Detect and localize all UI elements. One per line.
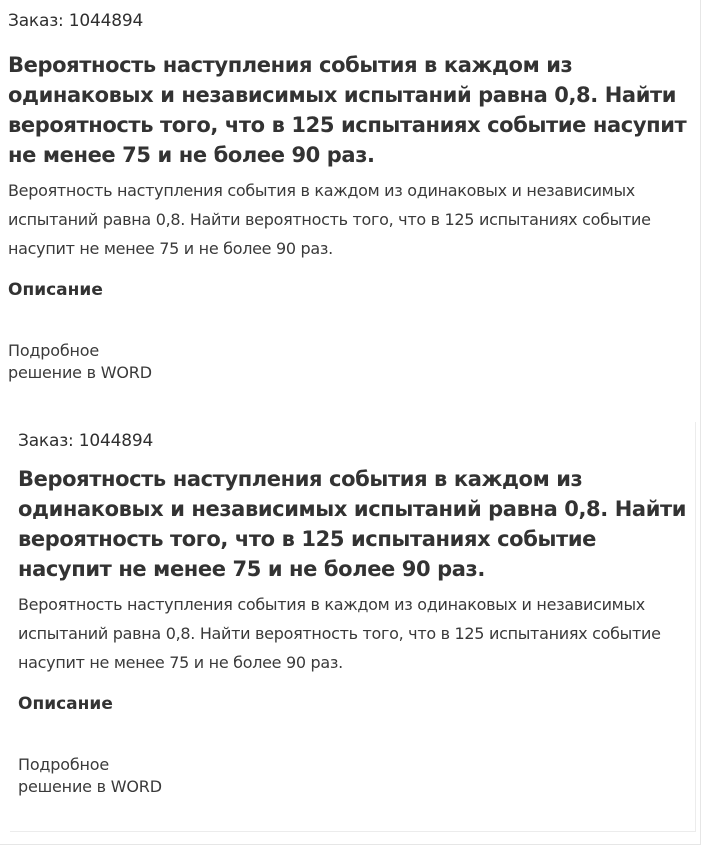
task-text: Вероятность наступления события в каждом из одинаковых и независимых испытаний равна 0,8. Найти вероятность того, что в 125 испытаниях событие насупит не менее 75 и не более 90 раз. <box>8 181 651 258</box>
solution-format-line-2: решение в WORD <box>8 363 152 382</box>
description-heading: Описание <box>8 280 103 300</box>
task-title: Вероятность наступления события в каждом из одинаковых и независимых испытаний равна 0,8. Найти вероятность того, что в 125 испытаниях событие насупит не менее 75 и не более 90 раз. <box>18 467 687 581</box>
task-text: Вероятность наступления события в каждом из одинаковых и независимых испытаний равна 0,8. Найти вероятность того, что в 125 испытаниях событие насупит не менее 75 и не более 90 раз. <box>18 595 661 672</box>
order-card-repeat <box>10 422 696 832</box>
solution-format-line-2: решение в WORD <box>18 777 162 796</box>
order-number: Заказ: 1044894 <box>18 431 154 451</box>
description-heading: Описание <box>18 694 113 714</box>
solution-format-line-1: Подробное <box>18 755 109 774</box>
task-title: Вероятность наступления события в каждом из одинаковых и независимых испытаний равна 0,8. Найти вероятность того, что в 125 испытаниях событие насупит не менее 75 и не более 90 раз. <box>8 53 687 167</box>
solution-format-line-1: Подробное <box>8 341 99 360</box>
solution-format <box>18 754 687 798</box>
solution-format <box>8 340 692 384</box>
order-number: Заказ: 1044894 <box>8 11 144 31</box>
